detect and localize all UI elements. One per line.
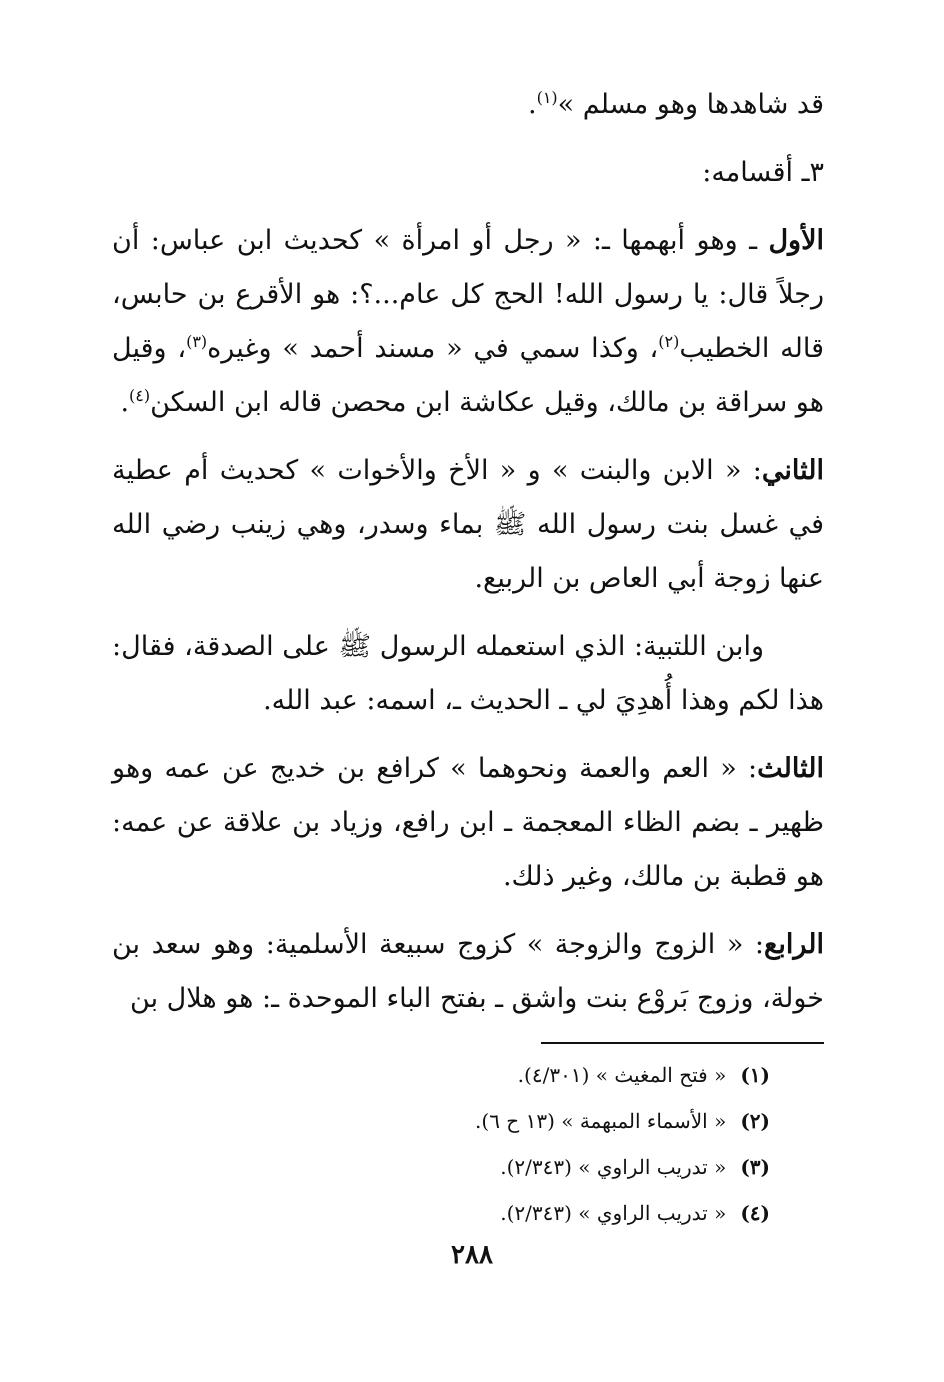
footnote-ref-1: (١) xyxy=(536,88,558,107)
footnote-number: (١) xyxy=(740,1063,770,1087)
footnote-item xyxy=(300,1144,770,1190)
page-number: ٢٨٨ xyxy=(451,1240,493,1270)
footnote-ref-3: (٣) xyxy=(186,332,208,351)
footnotes xyxy=(300,1052,770,1236)
third-body: : « العم والعمة ونحوهما » كرافع بن خديج عن عمه وهو ظهير ـ بضم الظاء المعجمة ـ ابن رافع، وزياد بن علاقة عن عمه: هو قطبة بن مالك، وغير ذلك. xyxy=(112,753,824,892)
second-extra-text: وابن اللتبية: الذي استعمله الرسول ﷺ على الصدقة، فقال: هذا لكم وهذا أُهدِيَ لي ـ الحديث ـ، اسمه: عبد الله. xyxy=(112,631,824,716)
footnote-item xyxy=(300,1052,770,1098)
label-first: الأول xyxy=(768,225,824,256)
first-body-c: ، وقيل هو سراقة بن مالك، وقيل عكاشة ابن محصن قاله ابن السكن xyxy=(112,333,824,418)
footnote-item xyxy=(300,1190,770,1236)
footnote-text: « فتح المغيث » (٤/٣٠١). xyxy=(517,1063,727,1087)
heading-text: ٣ـ أقسامه: xyxy=(702,157,824,188)
footnote-ref-4: (٤) xyxy=(129,386,151,405)
paragraph-first xyxy=(112,214,824,430)
label-second: الثاني xyxy=(761,455,824,486)
label-third: الثالث xyxy=(757,753,824,784)
paragraph-second-extra xyxy=(112,620,824,728)
intro-text: قد شاهدها وهو مسلم » xyxy=(557,89,824,120)
paragraph-third xyxy=(112,742,824,904)
paragraph-second xyxy=(112,444,824,606)
first-body-a: ـ وهو أبهمها ـ: « رجل أو امرأة » كحديث ابن عباس: أن رجلاً قال: يا رسول الله! الحج كل عام...؟: هو الأقرع بن حابس، قاله الخطيب xyxy=(112,225,824,364)
main-text xyxy=(112,78,824,1026)
footnote-number: (٤) xyxy=(740,1201,770,1225)
fourth-body: : « الزوج والزوجة » كزوج سبيعة الأسلمية: وهو سعد بن خولة، وزوج بَروْع بنت واشق ـ بفتح الباء الموحدة ـ: هو هلال بن xyxy=(112,929,824,1014)
intro-end: . xyxy=(527,89,537,120)
footnote-number: (٣) xyxy=(740,1155,770,1179)
footnote-text: « الأسماء المبهمة » (١٣ ح ٦). xyxy=(475,1109,727,1133)
second-body: : « الابن والبنت » و « الأخ والأخوات » كحديث أم عطية في غسل بنت رسول الله ﷺ بماء وسدر، وهي زينب رضي الله عنها زوجة أبي العاص بن الربيع. xyxy=(112,455,824,594)
intro-paragraph xyxy=(112,78,824,132)
label-fourth: الرابع xyxy=(763,929,824,960)
footnote-divider xyxy=(541,1042,824,1044)
first-end: . xyxy=(120,387,130,418)
footnote-item xyxy=(300,1098,770,1144)
footnote-text: « تدريب الراوي » (٢/٣٤٣). xyxy=(500,1201,727,1225)
footnote-text: « تدريب الراوي » (٢/٣٤٣). xyxy=(500,1155,727,1179)
footnote-ref-2: (٢) xyxy=(658,332,680,351)
footnote-number: (٢) xyxy=(740,1109,770,1133)
paragraph-fourth xyxy=(112,918,824,1026)
first-body-b: ، وكذا سمي في « مسند أحمد » وغيره xyxy=(207,333,659,364)
section-heading xyxy=(112,146,824,200)
